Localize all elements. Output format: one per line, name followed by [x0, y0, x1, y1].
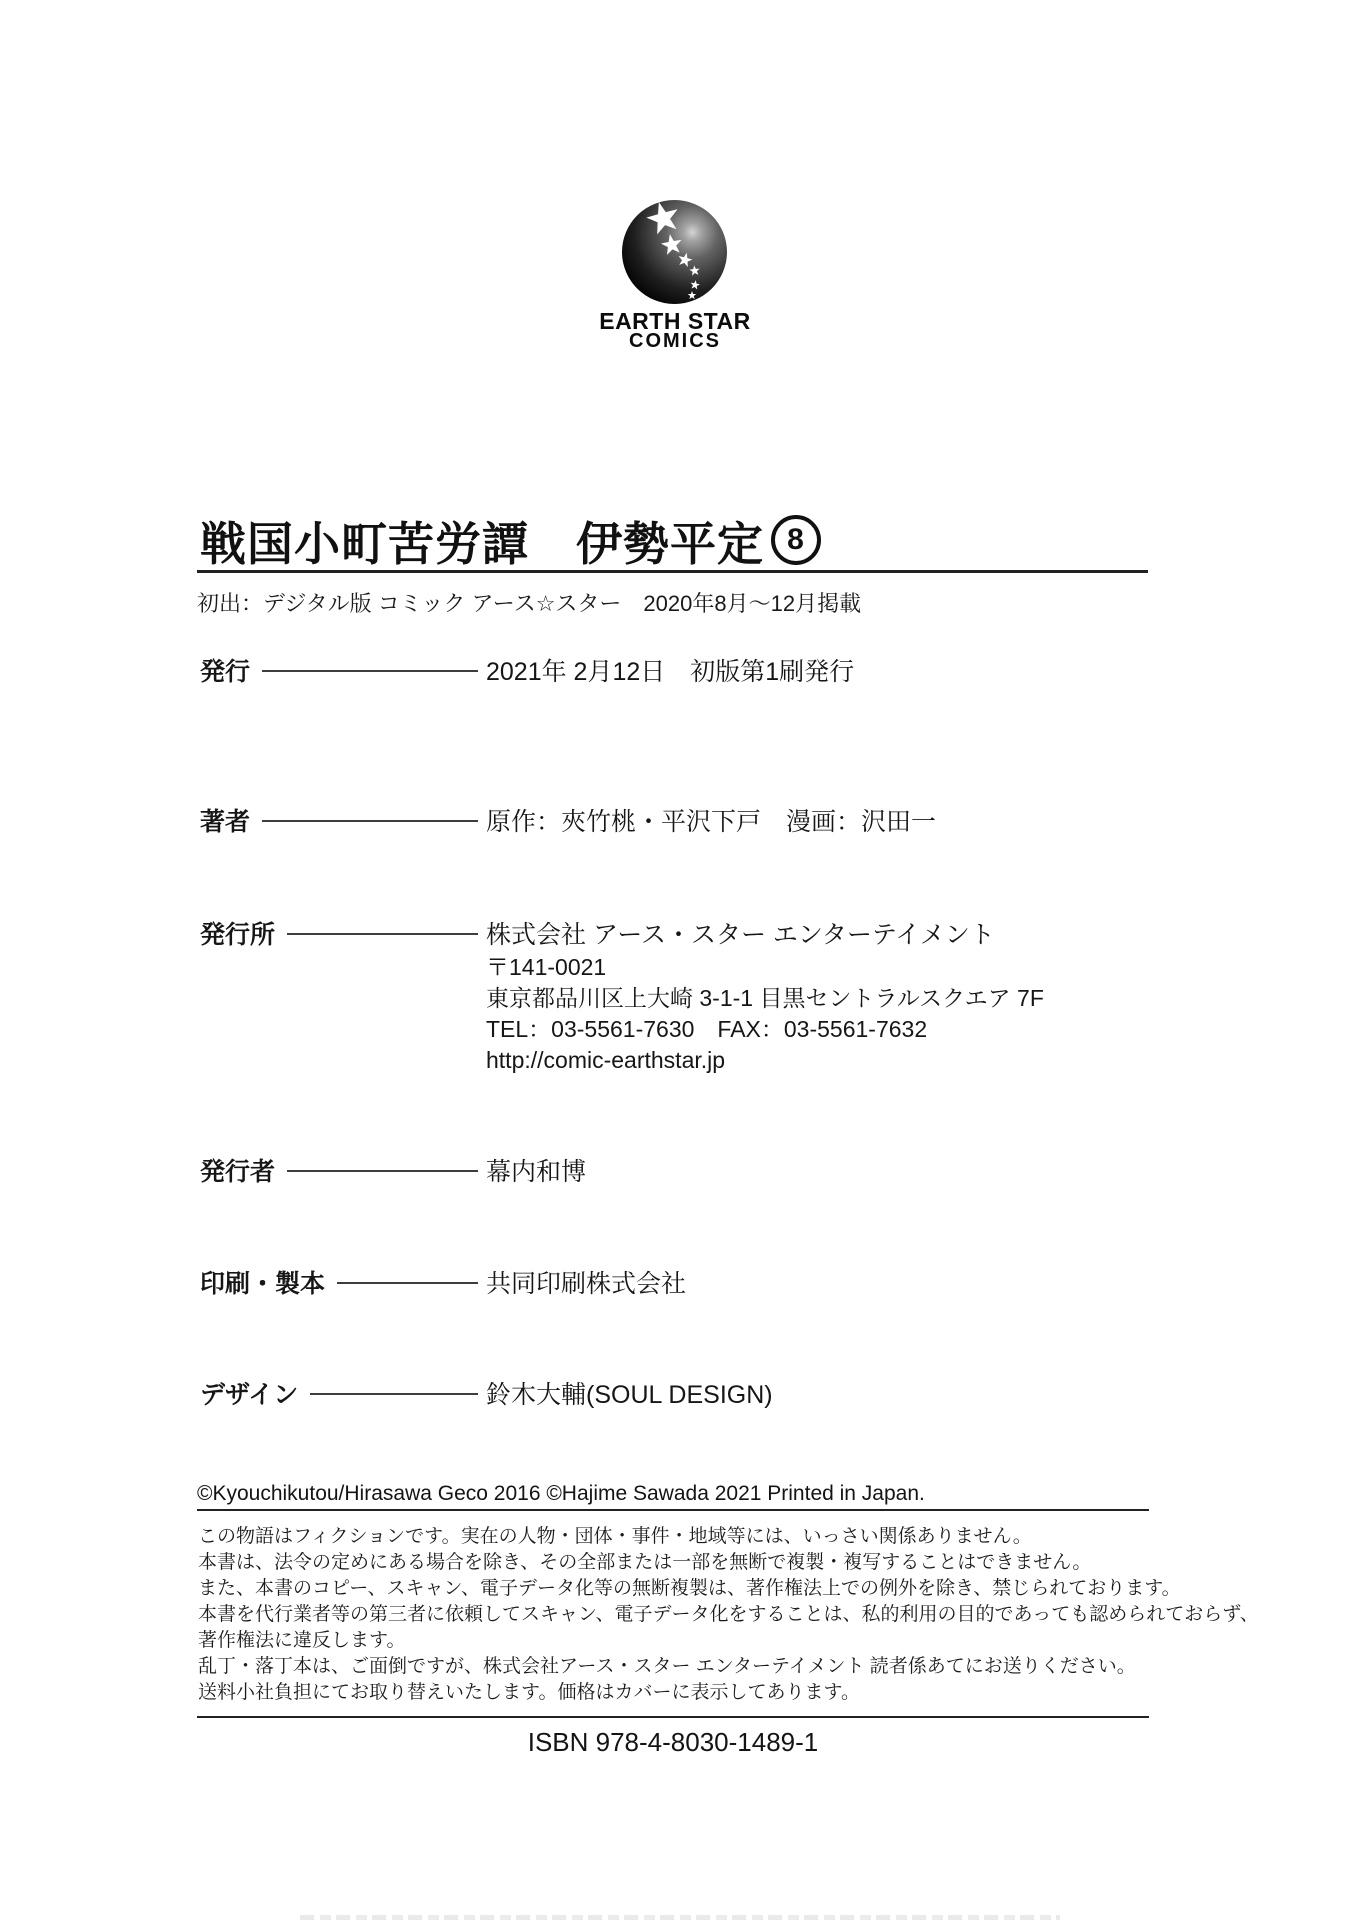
legal-line: 本書は、法令の定めにある場合を除き、その全部または一部を無断で複製・複写することはできません。 — [198, 1552, 1092, 1573]
issuer-row — [200, 1153, 586, 1187]
row-value: 鈴木大輔(SOUL DESIGN) — [486, 1381, 773, 1409]
row-label: 印刷・製本 — [200, 1270, 326, 1298]
row-head — [200, 915, 486, 951]
publisher-url: http://comic-earthstar.jp — [486, 1047, 726, 1073]
volume-number-badge: 8 — [771, 515, 821, 565]
row-value: 2021年 2月12日 初版第1刷発行 — [486, 658, 855, 686]
bottom-cutoff-text — [300, 1915, 1060, 1920]
row-head — [200, 1152, 486, 1188]
book-title-text: 戦国小町苦労譚 伊勢平定 — [200, 518, 764, 570]
row-label: 発行 — [200, 658, 251, 686]
legal-line: 送料小社負担にてお取り替えいたします。価格はカバーに表示してあります。 — [198, 1682, 860, 1703]
row-head — [200, 1264, 486, 1300]
legal-line: 著作権法に違反します。 — [198, 1630, 406, 1651]
author-row — [200, 803, 936, 837]
copyright-line: ©Kyouchikutou/Hirasawa Geco 2016 ©Hajime Sawada 2021 Printed in Japan. — [197, 1482, 925, 1505]
leader-line — [287, 1170, 478, 1172]
legal-line: また、本書のコピー、スキャン、電子データ化等の無断複製は、著作権法上での例外を除き、禁じられております。 — [198, 1578, 1181, 1599]
leader-line — [262, 820, 478, 822]
leader-line — [337, 1282, 478, 1284]
row-head — [200, 652, 486, 688]
row-head — [200, 1375, 486, 1411]
leader-line — [287, 933, 478, 935]
printing-row — [200, 1265, 686, 1299]
leader-line — [262, 670, 478, 672]
postal-code: 〒141-0021 — [486, 954, 607, 980]
legal-line: 乱丁・落丁本は、ご面倒ですが、株式会社アース・スター エンターテイメント 読者係あてにお送りください。 — [198, 1656, 1136, 1677]
logo-wordmark-line2: COMICS — [629, 330, 721, 352]
copyright-rule — [197, 1509, 1149, 1511]
tel-fax: TEL：03-5561-7630 FAX：03-5561-7632 — [486, 1016, 928, 1042]
isbn-line: ISBN 978-4-8030-1489-1 — [527, 1727, 819, 1757]
logo-wordmark-line1: EARTH STAR — [599, 308, 751, 334]
first-publication-note: 初出：デジタル版 コミック アース☆スター 2020年8月～12月掲載 — [197, 591, 862, 616]
publication-date-row — [200, 653, 854, 687]
legal-notice — [198, 1524, 1259, 1706]
legal-line: この物語はフィクションです。実在の人物・団体・事件・地域等には、いっさい関係ありません。 — [198, 1526, 1032, 1547]
star-trail-icon — [622, 200, 727, 304]
title-rule — [197, 570, 1148, 573]
row-label: 著者 — [200, 808, 251, 836]
row-value: 株式会社 アース・スター エンターテイメント — [486, 921, 995, 949]
street-address: 東京都品川区上大崎 3-1-1 目黒セントラルスクエア 7F — [486, 985, 1044, 1011]
row-value: 共同印刷株式会社 — [486, 1270, 687, 1298]
publisher-row — [200, 916, 995, 950]
book-title — [200, 508, 821, 574]
row-head — [200, 802, 486, 838]
publisher-address — [486, 952, 1044, 1076]
legal-line: 本書を代行業者等の第三者に依頼してスキャン、電子データ化をすることは、私的利用の目的であっても認められておらず、 — [198, 1604, 1259, 1625]
row-value: 原作：夾竹桃・平沢下戸 漫画：沢田一 — [486, 808, 937, 836]
row-label: 発行者 — [200, 1158, 276, 1186]
isbn-rule — [197, 1716, 1149, 1718]
row-label: 発行所 — [200, 921, 276, 949]
design-row — [200, 1376, 773, 1410]
row-label: デザイン — [200, 1381, 299, 1409]
row-value: 幕内和博 — [486, 1158, 587, 1186]
leader-line — [310, 1393, 478, 1395]
